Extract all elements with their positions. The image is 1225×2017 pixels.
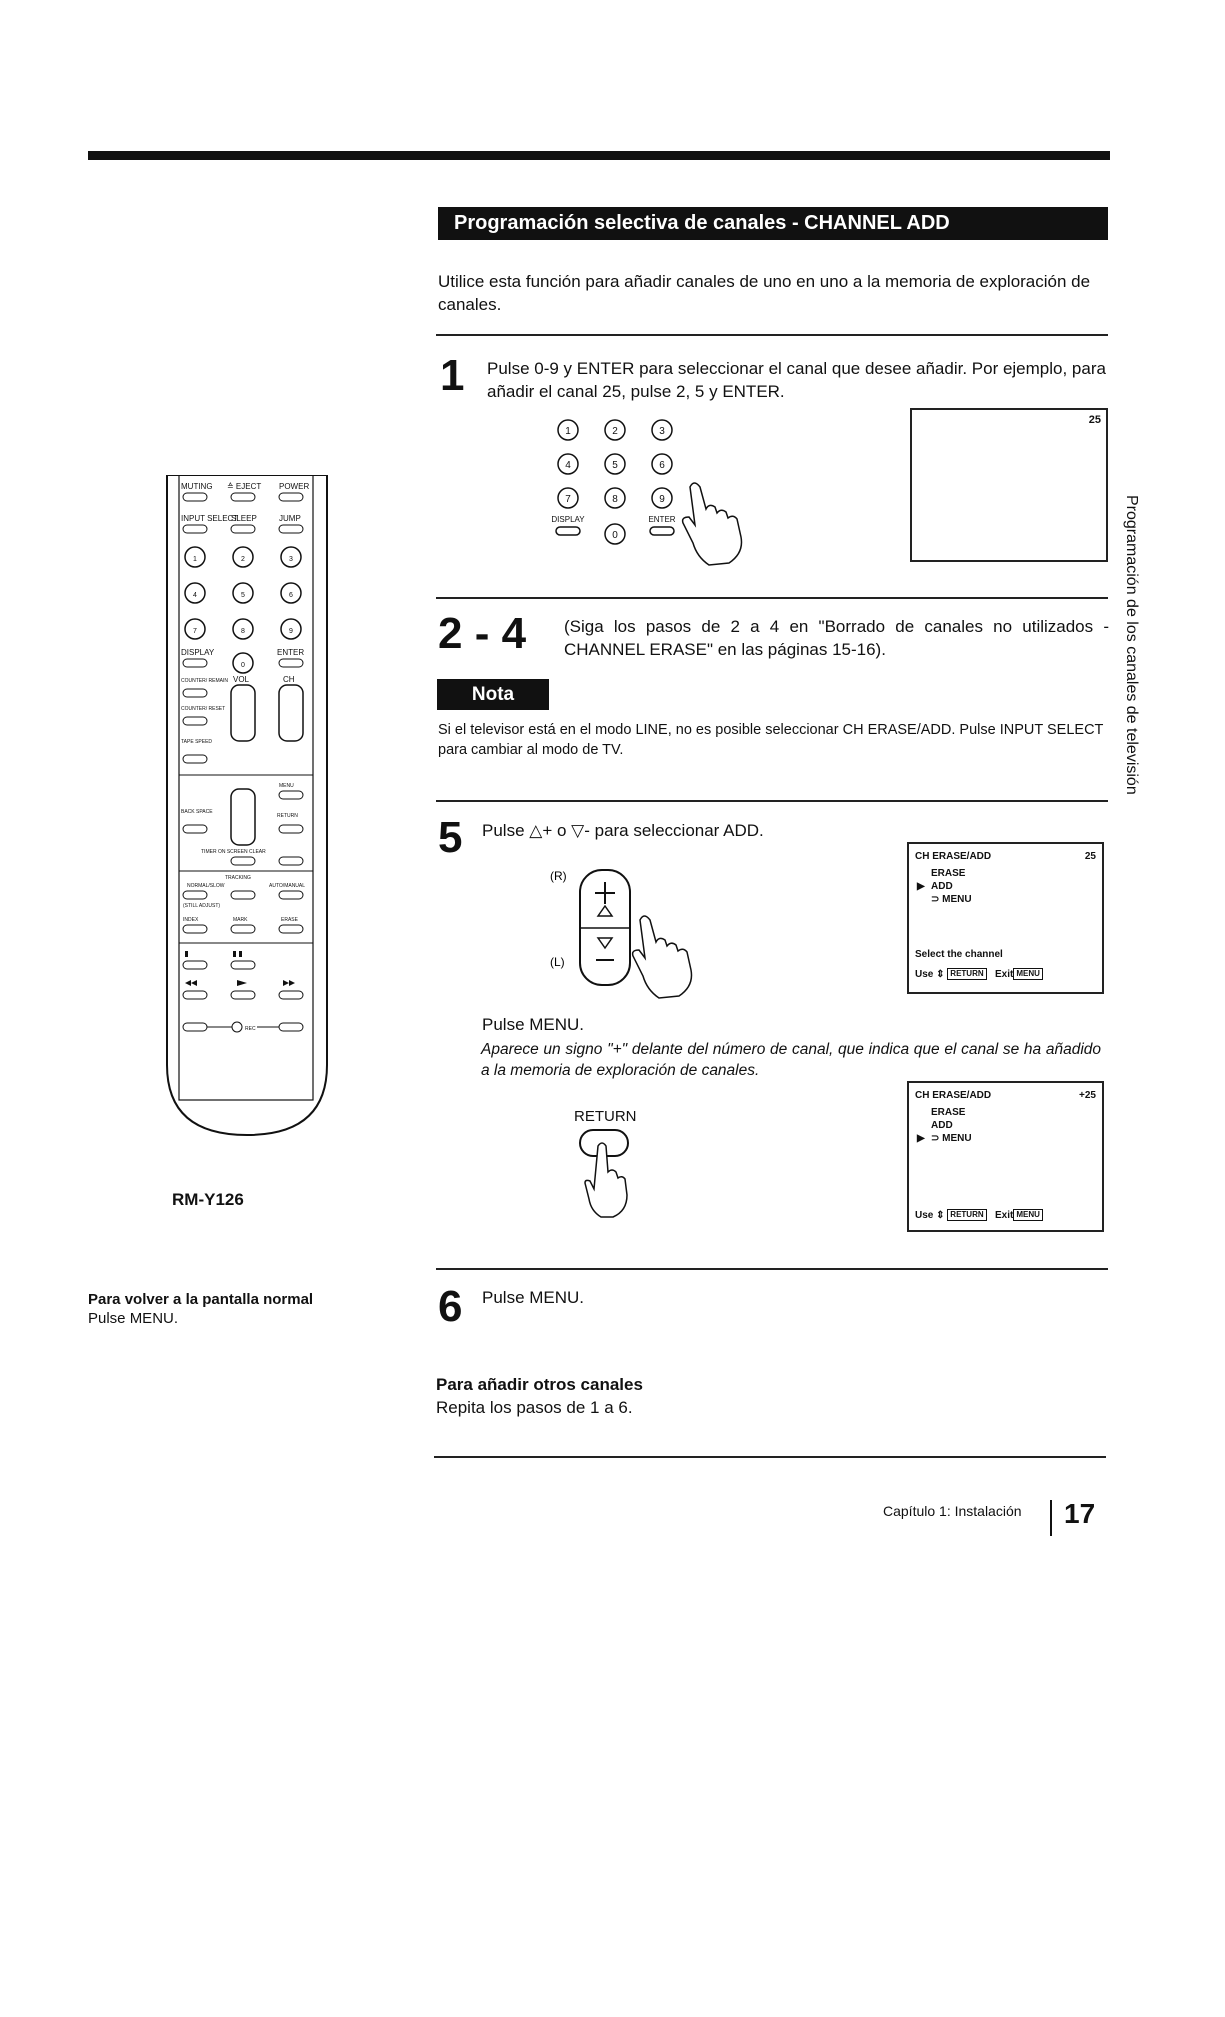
divider bbox=[436, 597, 1108, 599]
osd-exit-label: Exit bbox=[994, 1210, 1014, 1221]
osd-use-hint bbox=[915, 1209, 1043, 1222]
remote-label: BACK SPACE bbox=[181, 809, 213, 815]
tv-screen-step1 bbox=[910, 408, 1108, 562]
remote-label: VOL bbox=[233, 675, 250, 684]
keypad-key-label: 1 bbox=[565, 426, 571, 437]
enter-label: ENTER bbox=[648, 515, 676, 524]
page-number: 17 bbox=[1064, 1498, 1096, 1529]
osd-pointer-icon: ▶ bbox=[917, 881, 925, 892]
osd-item-erase: ERASE bbox=[931, 1107, 966, 1118]
section-title: Programación selectiva de canales - CHANNEL ADD bbox=[438, 207, 1108, 240]
pointing-hand-icon bbox=[633, 916, 692, 998]
remote-label: ENTER bbox=[277, 648, 305, 657]
osd-screen-step5 bbox=[907, 842, 1104, 994]
remote-key-label: 4 bbox=[193, 592, 197, 599]
osd-menu-key: MENU bbox=[1013, 1209, 1043, 1221]
osd-menu-key: MENU bbox=[1013, 968, 1043, 980]
remote-label: MARK bbox=[233, 917, 248, 923]
tv-channel-number: 25 bbox=[1088, 414, 1101, 426]
rocker-r-label: (R) bbox=[550, 869, 567, 883]
step5-text: Pulse △+ o ▽- para seleccionar ADD. bbox=[482, 821, 764, 840]
rocker-l-label: (L) bbox=[550, 955, 565, 969]
osd-return-key: RETURN bbox=[947, 968, 986, 980]
osd-item-add: ADD bbox=[931, 881, 953, 892]
divider bbox=[434, 1456, 1106, 1458]
step5-text3: Aparece un signo "+" delante del número de canal, que indica que el canal se ha añadido a la memoria de exploración de canales. bbox=[481, 1041, 1101, 1079]
remote-label: MENU bbox=[279, 783, 294, 789]
osd-footer-title: Select the channel bbox=[915, 949, 1003, 960]
top-rule bbox=[88, 151, 1110, 160]
osd-pointer-icon: ▶ bbox=[917, 1133, 925, 1144]
keypad-key-label: 7 bbox=[565, 494, 571, 505]
step6-number: 6 bbox=[438, 1282, 463, 1331]
other-channels-text: Repita los pasos de 1 a 6. bbox=[436, 1398, 633, 1417]
keypad-key-label: 2 bbox=[612, 426, 618, 437]
osd-exit-label: Exit bbox=[994, 969, 1014, 980]
keypad-zero-label: 0 bbox=[612, 530, 618, 541]
remote-key-label: 6 bbox=[289, 592, 293, 599]
other-channels bbox=[436, 1373, 643, 1419]
osd-use-label: Use ⇕ bbox=[915, 969, 945, 980]
remote-key-label: 1 bbox=[193, 556, 197, 563]
divider bbox=[436, 800, 1108, 802]
keypad-key-label: 8 bbox=[612, 494, 618, 505]
side-tab-label: Programación de los canales de televisión bbox=[1123, 495, 1140, 795]
step5-number: 5 bbox=[438, 813, 463, 862]
remote-label: MUTING bbox=[181, 482, 213, 491]
side-tab bbox=[1118, 495, 1148, 795]
remote-label: AUTO/MANUAL bbox=[269, 883, 306, 889]
osd-item-menu: ⊃ MENU bbox=[931, 1133, 972, 1144]
osd-item-menu: ⊃ MENU bbox=[931, 894, 972, 905]
remote-label: TAPE SPEED bbox=[181, 739, 213, 745]
remote-label: COUNTER/ REMAIN bbox=[181, 678, 228, 684]
remote-label: ≙ EJECT bbox=[227, 482, 262, 491]
osd-item-add: ADD bbox=[931, 1120, 953, 1131]
osd-use-label: Use ⇕ bbox=[915, 1210, 945, 1221]
remote-key-label: 7 bbox=[193, 628, 197, 635]
remote-label: INDEX bbox=[183, 917, 199, 923]
remote-key-label: 3 bbox=[289, 556, 293, 563]
remote-model-caption: RM-Y126 bbox=[172, 1190, 244, 1209]
keypad-key-label: 9 bbox=[659, 494, 665, 505]
step24-text: (Siga los pasos de 2 a 4 en "Borrado de canales no utilizados - CHANNEL ERASE" en las páginas 15-16). bbox=[564, 617, 1109, 659]
remote-label: JUMP bbox=[279, 514, 301, 523]
pointing-hand-icon bbox=[683, 483, 742, 565]
remote-key-label: 2 bbox=[241, 556, 245, 563]
keypad-illustration bbox=[540, 412, 780, 592]
remote-key-label: 9 bbox=[289, 628, 293, 635]
ch-rocker-illustration bbox=[540, 860, 740, 1000]
footer-separator bbox=[1050, 1500, 1052, 1536]
osd-return-key: RETURN bbox=[947, 1209, 986, 1221]
remote-label: POWER bbox=[279, 482, 310, 491]
step5-text2: Pulse MENU. bbox=[482, 1015, 585, 1034]
remote-label: CH bbox=[283, 675, 295, 684]
remote-key-label: 8 bbox=[241, 628, 245, 635]
intro-text: Utilice esta función para añadir canales de uno en uno a la memoria de exploración de canales. bbox=[438, 272, 1091, 314]
keypad-key-label: 3 bbox=[659, 426, 665, 437]
remote-label: (STILL ADJUST) bbox=[183, 903, 221, 909]
remote-key-label: 0 bbox=[241, 662, 245, 669]
other-channels-title: Para añadir otros canales bbox=[436, 1375, 643, 1394]
display-label: DISPLAY bbox=[551, 515, 585, 524]
sidenote-text: Pulse MENU. bbox=[88, 1310, 179, 1327]
osd-channel: +25 bbox=[1079, 1090, 1096, 1101]
remote-label: INPUT SELECT bbox=[181, 514, 239, 523]
remote-label: DISPLAY bbox=[181, 648, 215, 657]
keypad-key-label: 6 bbox=[659, 460, 665, 471]
osd-screen-after-menu bbox=[907, 1081, 1104, 1232]
return-button-illustration bbox=[570, 1128, 650, 1228]
remote-label: NORMAL/SLOW bbox=[187, 883, 225, 889]
remote-key-label: 5 bbox=[241, 592, 245, 599]
osd-channel: 25 bbox=[1084, 851, 1096, 862]
remote-control-illustration bbox=[165, 475, 330, 1205]
step6-text: Pulse MENU. bbox=[482, 1288, 585, 1307]
osd-title: CH ERASE/ADD bbox=[915, 1090, 992, 1101]
step24-number: 2 - 4 bbox=[438, 609, 527, 658]
remote-label: REC bbox=[245, 1026, 256, 1032]
osd-item-erase: ERASE bbox=[931, 868, 966, 879]
step1-text: Pulse 0-9 y ENTER para seleccionar el canal que desee añadir. Por ejemplo, para añadir el canal 25, pulse 2, 5 y ENTER. bbox=[487, 359, 1106, 401]
remote-label: TIMER ON SCREEN CLEAR bbox=[201, 849, 266, 855]
remote-label: ERASE bbox=[281, 917, 298, 923]
step1-number: 1 bbox=[440, 351, 465, 400]
nota-label: Nota bbox=[437, 679, 549, 710]
divider bbox=[436, 1268, 1108, 1270]
keypad-key-label: 5 bbox=[612, 460, 618, 471]
osd-use-hint bbox=[915, 968, 1043, 981]
remote-label: COUNTER/ RESET bbox=[181, 706, 226, 712]
nota-text: Si el televisor está en el modo LINE, no es posible seleccionar CH ERASE/ADD. Pulse INPUT SELECT para cambiar al modo de TV. bbox=[438, 722, 1104, 758]
remote-label: RETURN bbox=[277, 813, 298, 819]
osd-title: CH ERASE/ADD bbox=[915, 851, 992, 862]
sidenote-title: Para volver a la pantalla normal bbox=[88, 1291, 314, 1308]
remote-label: SLEEP bbox=[231, 514, 257, 523]
sidenote bbox=[88, 1290, 313, 1328]
triangle-down-icon bbox=[598, 938, 612, 948]
divider bbox=[436, 334, 1108, 336]
remote-label: TRACKING bbox=[225, 875, 251, 881]
plus-icon bbox=[595, 882, 615, 904]
footer-chapter: Capítulo 1: Instalación bbox=[883, 1503, 1022, 1519]
return-label: RETURN bbox=[574, 1108, 637, 1125]
keypad-key-label: 4 bbox=[565, 460, 571, 471]
triangle-up-icon bbox=[598, 906, 612, 916]
